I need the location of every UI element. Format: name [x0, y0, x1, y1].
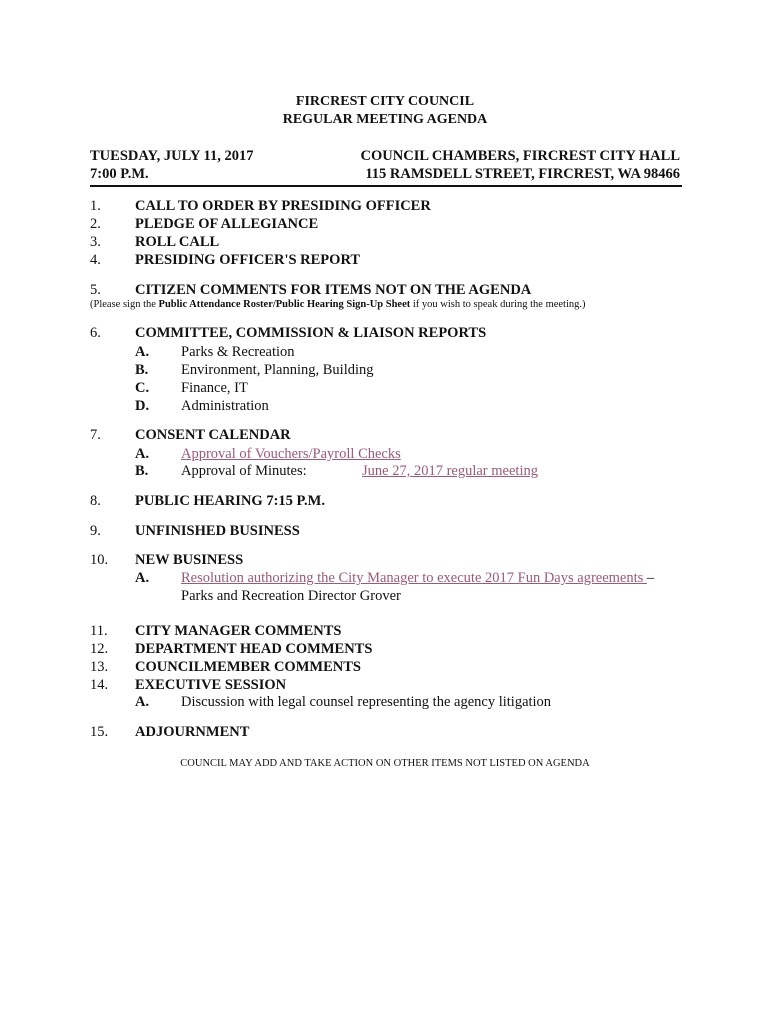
- citizen-note-prefix: (Please sign the: [90, 299, 159, 310]
- citizen-note-roster: Public Attendance Roster/Public Hearing Sign-Up Sheet: [158, 299, 411, 310]
- item-number: 8.: [90, 493, 101, 509]
- item-adjournment: ADJOURNMENT: [135, 724, 250, 740]
- item-executive-session: EXECUTIVE SESSION: [135, 677, 287, 693]
- item-consent-calendar: CONSENT CALENDAR: [135, 427, 291, 443]
- item-call-to-order: CALL TO ORDER BY PRESIDING OFFICER: [135, 198, 431, 214]
- sub-letter: A.: [135, 694, 150, 710]
- item-number: 13.: [90, 659, 109, 675]
- item-roll-call: ROLL CALL: [135, 234, 220, 250]
- item-number: 2.: [90, 216, 101, 232]
- citizen-note-suffix: if you wish to speak during the meeting.): [410, 299, 586, 310]
- meeting-date: TUESDAY, JULY 11, 2017: [90, 148, 254, 164]
- sub-letter: C.: [135, 380, 150, 396]
- council-title: FIRCREST CITY COUNCIL: [295, 94, 475, 109]
- resolution-line: [181, 570, 654, 587]
- report-parks: Parks & Recreation: [181, 344, 295, 360]
- item-number: 12.: [90, 641, 109, 657]
- agenda-title: REGULAR MEETING AGENDA: [282, 112, 488, 127]
- item-number: 4.: [90, 252, 101, 268]
- item-number: 6.: [90, 325, 101, 341]
- item-number: 14.: [90, 677, 109, 693]
- report-administration: Administration: [181, 398, 269, 414]
- citizen-note: [90, 299, 586, 310]
- sub-letter: A.: [135, 446, 150, 462]
- item-public-hearing: PUBLIC HEARING 7:15 P.M.: [135, 493, 325, 509]
- meeting-time: 7:00 P.M.: [90, 166, 149, 182]
- item-number: 5.: [90, 282, 101, 298]
- item-unfinished-business: UNFINISHED BUSINESS: [135, 523, 300, 539]
- vouchers-link[interactable]: Approval of Vouchers/Payroll Checks: [181, 446, 401, 462]
- minutes-link[interactable]: June 27, 2017 regular meeting: [362, 463, 538, 479]
- sub-letter: A.: [135, 344, 150, 360]
- executive-discussion: Discussion with legal counsel representing the agency litigation: [181, 694, 552, 710]
- item-reports: COMMITTEE, COMMISSION & LIAISON REPORTS: [135, 325, 487, 341]
- item-number: 7.: [90, 427, 101, 443]
- footer-note: COUNCIL MAY ADD AND TAKE ACTION ON OTHER ITEMS NOT LISTED ON AGENDA: [180, 758, 590, 769]
- resolution-link[interactable]: Resolution authorizing the City Manager to execute 2017 Fun Days agreements: [181, 570, 647, 586]
- minutes-label: Approval of Minutes:: [181, 463, 307, 479]
- sub-letter: B.: [135, 463, 149, 479]
- sub-letter: A.: [135, 570, 150, 586]
- item-city-manager-comments: CITY MANAGER COMMENTS: [135, 623, 342, 639]
- item-number: 1.: [90, 198, 101, 214]
- item-new-business: NEW BUSINESS: [135, 552, 244, 568]
- item-department-head-comments: DEPARTMENT HEAD COMMENTS: [135, 641, 373, 657]
- item-number: 3.: [90, 234, 101, 250]
- item-citizen-comments: CITIZEN COMMENTS FOR ITEMS NOT ON THE AGENDA: [135, 282, 532, 298]
- meeting-address: 115 RAMSDELL STREET, FIRCREST, WA 98466: [365, 166, 680, 182]
- meeting-location: COUNCIL CHAMBERS, FIRCREST CITY HALL: [360, 148, 680, 164]
- item-number: 15.: [90, 724, 109, 740]
- item-pledge: PLEDGE OF ALLEGIANCE: [135, 216, 319, 232]
- resolution-dash: –: [646, 570, 655, 586]
- item-number: 10.: [90, 552, 109, 568]
- item-presiding-report: PRESIDING OFFICER'S REPORT: [135, 252, 361, 268]
- header-divider: [90, 185, 682, 187]
- item-number: 9.: [90, 523, 101, 539]
- item-councilmember-comments: COUNCILMEMBER COMMENTS: [135, 659, 361, 675]
- sub-letter: B.: [135, 362, 149, 378]
- resolution-presenter: Parks and Recreation Director Grover: [181, 588, 401, 604]
- report-environment: Environment, Planning, Building: [181, 362, 374, 378]
- item-number: 11.: [90, 623, 108, 639]
- sub-letter: D.: [135, 398, 150, 414]
- report-finance: Finance, IT: [181, 380, 248, 396]
